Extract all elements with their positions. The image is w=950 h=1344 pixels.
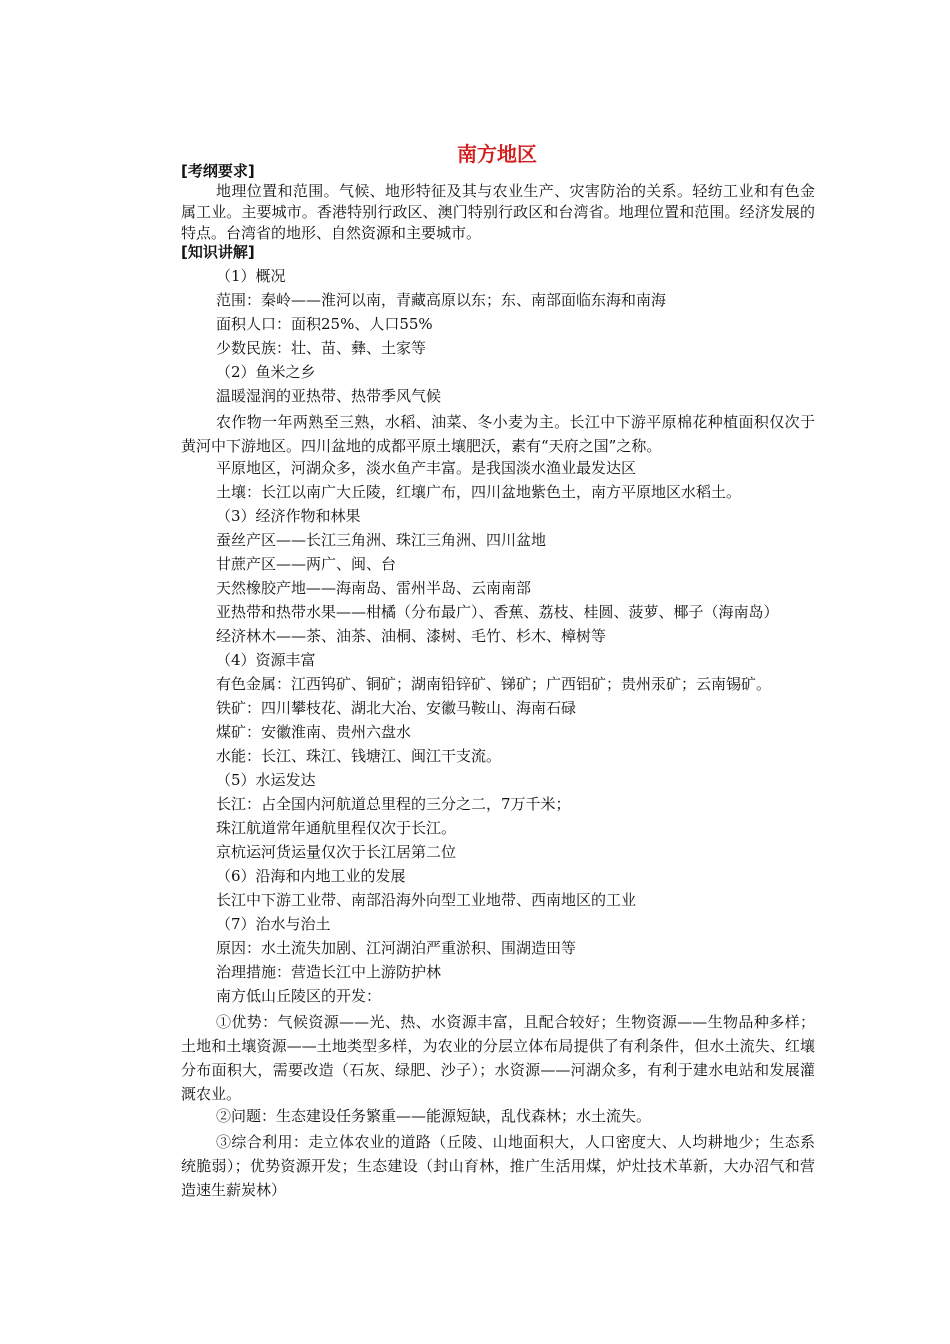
text-line: 长江：占全国内河航道总里程的三分之二，7万千米；	[216, 795, 571, 813]
text-line: 经济林木——茶、油茶、油桐、漆树、毛竹、杉木、樟树等	[216, 627, 607, 645]
text-line: 亚热带和热带水果——柑橘（分布最广）、香蕉、荔枝、桂圆、菠萝、椰子（海南岛）	[216, 603, 779, 621]
text-line: 甘蔗产区——两广、闽、台	[216, 555, 397, 573]
text-line: 蚕丝产区——长江三角洲、珠江三角洲、四川盆地	[216, 531, 547, 549]
text-line: 平原地区，河湖众多，淡水鱼产丰富。是我国淡水渔业最发达区	[216, 459, 637, 477]
crops-paragraph: 农作物一年两熟至三熟，水稻、油菜、冬小麦为主。长江中下游平原棉花种植面积仅次于黄河中下游地区。四川盆地的成都平原土壤肥沃，素有“天府之国”之称。	[181, 413, 815, 455]
text-line: 珠江航道常年通航里程仅次于长江。	[216, 819, 457, 837]
text-line: 水能：长江、珠江、钱塘江、闽江干支流。	[216, 747, 502, 765]
text-line: 治理措施：营造长江中上游防护林	[216, 963, 442, 981]
text-line: 原因：水土流失加剧、江河湖泊严重淤积、围湖造田等	[216, 939, 577, 957]
text-line: 范围：秦岭——淮河以南，青藏高原以东；东、南部面临东海和南海	[216, 291, 667, 309]
section-heading-cash-crops: （3）经济作物和林果	[216, 507, 361, 525]
section-heading-water-soil: （7）治水与治土	[216, 915, 331, 933]
text-line: 面积人口：面积25%、人口55%	[216, 315, 433, 333]
comprehensive-use-paragraph: ③综合利用：走立体农业的道路（丘陵、山地面积大，人口密度大、人均耕地少；生态系统脆弱）；优势资源开发；生态建设（封山育林，推广生活用煤，炉灶技术革新，大办沼气和营造速生薪炭林）	[181, 1133, 815, 1199]
text-line: 温暖湿润的亚热带、热带季风气候	[216, 387, 442, 405]
text-line: 有色金属：江西钨矿、铜矿；湖南铅锌矿、锑矿；广西铝矿；贵州汞矿；云南锡矿。	[216, 675, 772, 693]
section-heading-fish-rice: （2）鱼米之乡	[216, 363, 316, 381]
text-line: 南方低山丘陵区的开发：	[216, 987, 382, 1005]
text-line: 煤矿：安徽淮南、贵州六盘水	[216, 723, 412, 741]
text-line: 京杭运河货运量仅次于长江居第二位	[216, 843, 457, 861]
knowledge-heading: [知识讲解]	[181, 243, 255, 261]
text-line: 天然橡胶产地——海南岛、雷州半岛、云南南部	[216, 579, 532, 597]
section-heading-overview: （1）概况	[216, 267, 286, 285]
text-line: 土壤：长江以南广大丘陵，红壤广布，四川盆地紫色土，南方平原地区水稻土。	[216, 483, 742, 501]
text-line: 少数民族：壮、苗、彝、土家等	[216, 339, 427, 357]
text-line: ②问题：生态建设任务繁重——能源短缺，乱伐森林；水土流失。	[216, 1107, 652, 1125]
section-heading-resources: （4）资源丰富	[216, 651, 316, 669]
requirements-text: 地理位置和范围。气候、地形特征及其与农业生产、灾害防治的关系。轻纺工业和有色金属工业。主要城市。香港特别行政区、澳门特别行政区和台湾省。地理位置和范围。经济发展的特点。台湾省的地形、自然资源和主要城市。	[181, 182, 815, 242]
text-line: 长江中下游工业带、南部沿海外向型工业地带、西南地区的工业	[216, 891, 637, 909]
section-heading-industry: （6）沿海和内地工业的发展	[216, 867, 406, 885]
page-title: 南方地区	[457, 142, 537, 166]
section-heading-water-transport: （5）水运发达	[216, 771, 316, 789]
text-line: 铁矿：四川攀枝花、湖北大冶、安徽马鞍山、海南石碌	[216, 699, 577, 717]
advantages-paragraph: ①优势：气候资源——光、热、水资源丰富，且配合较好；生物资源——生物品种多样；土地和土壤资源——土地类型多样，为农业的分层立体布局提供了有利条件，但水土流失、红壤分布面积大，需要改造（石灰、绿肥、沙子）；水资源——河湖众多，有利于建水电站和发展灌溉农业。	[181, 1013, 815, 1103]
requirements-heading: [考纲要求]	[181, 162, 255, 180]
